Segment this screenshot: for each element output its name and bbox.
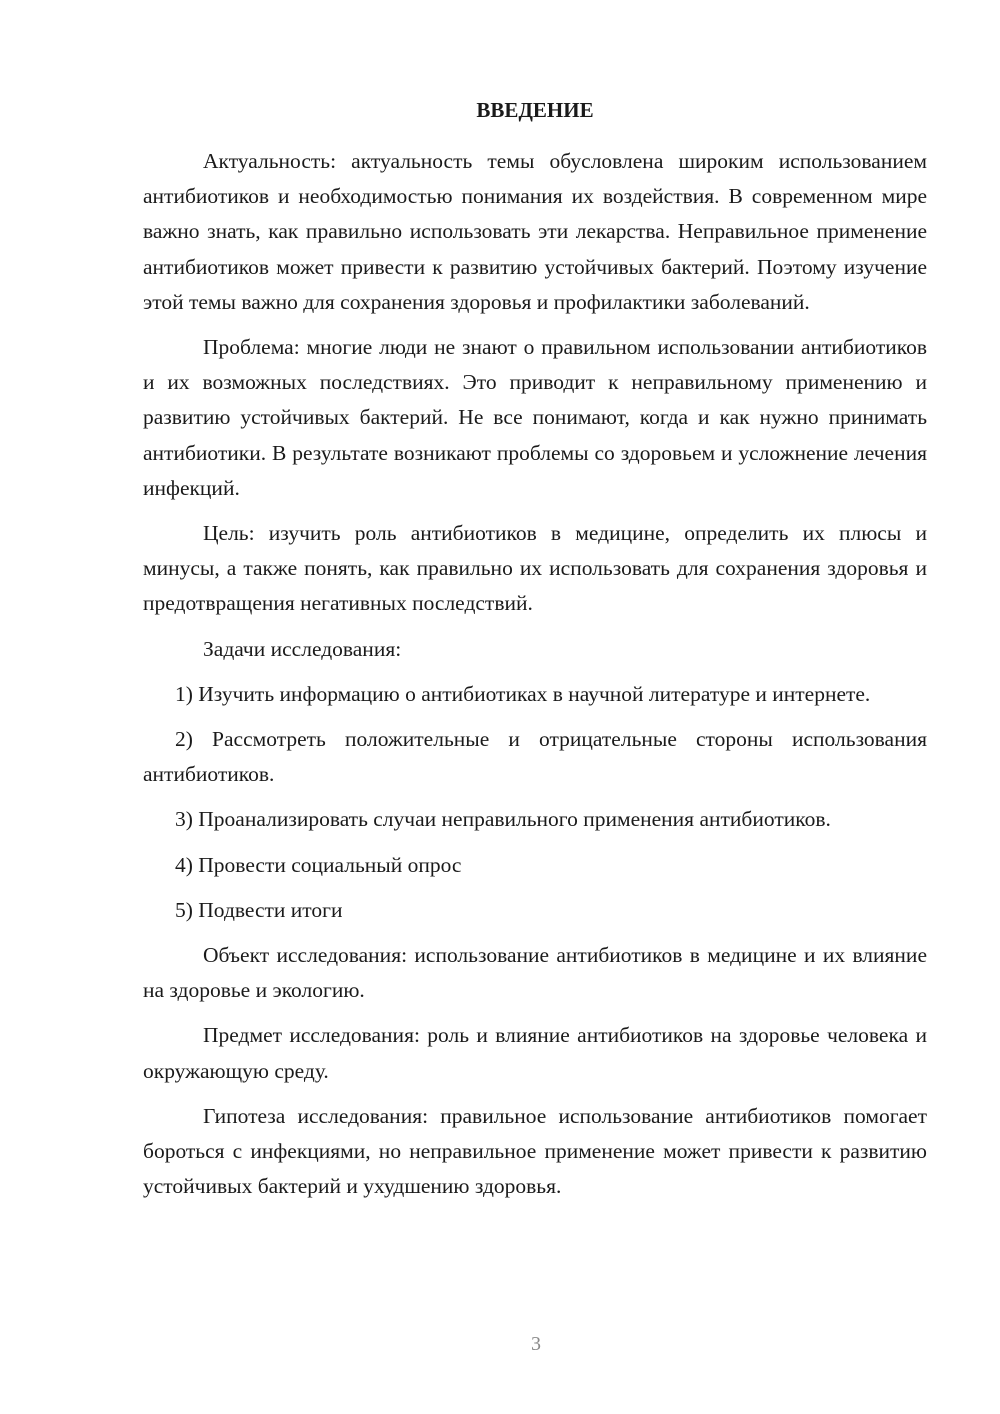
page-title: ВВЕДЕНИЕ (476, 98, 594, 122)
paragraph-goal: Цель: изучить роль антибиотиков в медицине, определить их плюсы и минусы, а также понять, как правильно их использовать для сохранения здоровья и предотвращения негативных последствий. (143, 521, 927, 616)
paragraph-object: Объект исследования: использование антибиотиков в медицине и их влияние на здоровье и экологию. (143, 943, 927, 1003)
task-item: 3) Проанализировать случаи неправильного применения антибиотиков. (175, 807, 831, 832)
paragraph-subject: Предмет исследования: роль и влияние антибиотиков на здоровье человека и окружающую среду. (143, 1023, 927, 1083)
document-page (143, 92, 927, 1214)
paragraph-relevance: Актуальность: актуальность темы обусловлена широким использованием антибиотиков и необходимостью понимания их воздействия. В современном мире важно знать, как правильно использовать эти лекарства. Неправильное применение антибиотиков может привести к развитию устойчивых бактерий. Поэтому изучение этой темы важно для сохранения здоровья и профилактики заболеваний. (143, 149, 927, 314)
paragraph-problem: Проблема: многие люди не знают о правильном использовании антибиотиков и их возможных последствиях. Это приводит к неправильному применению и развитию устойчивых бактерий. Не все понимают, когда и как нужно принимать антибиотики. В результате возникают проблемы со здоровьем и усложнение лечения инфекций. (143, 335, 927, 500)
task-item: 5) Подвести итоги (175, 897, 343, 922)
tasks-heading: Задачи исследования: (203, 636, 402, 661)
task-item: 4) Провести социальный опрос (175, 852, 462, 877)
task-item: 1) Изучить информацию о антибиотиках в научной литературе и интернете. (175, 681, 871, 706)
paragraph-hypothesis: Гипотеза исследования: правильное использование антибиотиков помогает бороться с инфекциями, но неправильное применение может привести к развитию устойчивых бактерий и ухудшению здоровья. (143, 1103, 927, 1199)
page-number: 3 (531, 1333, 541, 1355)
task-item: 2) Рассмотреть положительные и отрицательные стороны использования антибиотиков. (143, 727, 927, 787)
